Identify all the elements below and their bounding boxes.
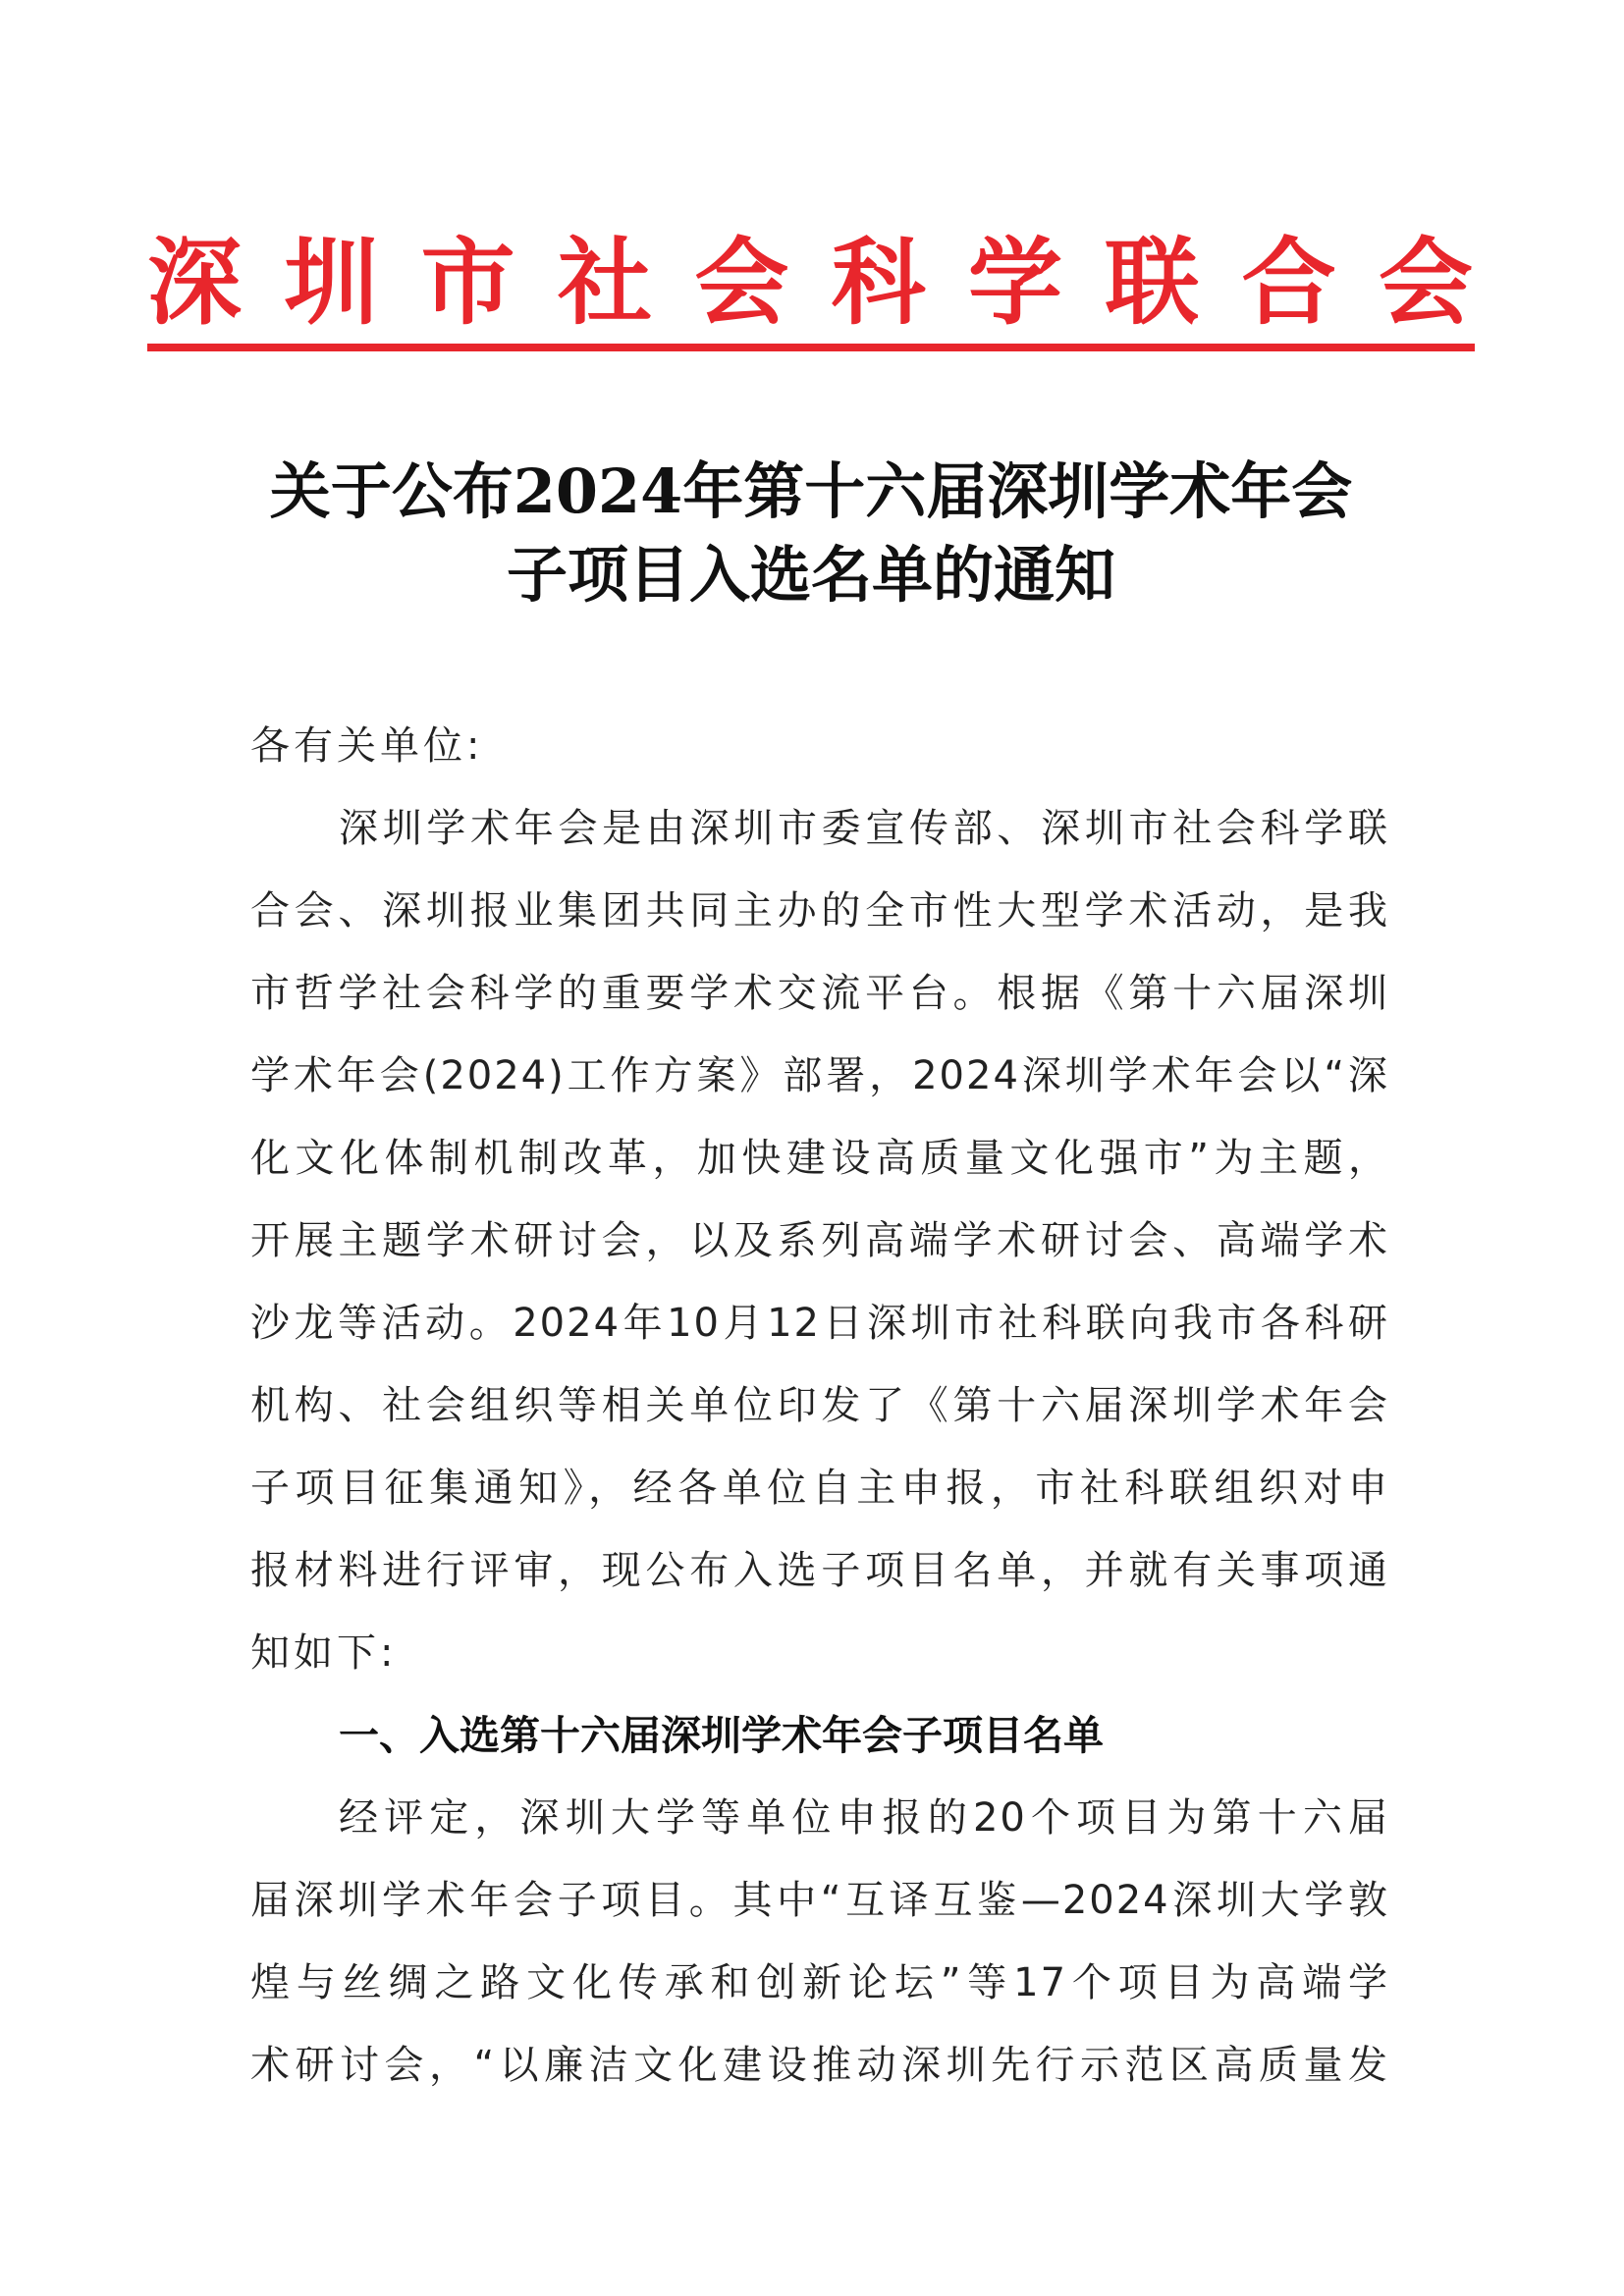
paragraph-line: 市哲学社会科学的重要学术交流平台。根据《第十六届深圳 — [250, 971, 1389, 1016]
paragraph-line: 学术年会(2024)工作方案》部署，2024深圳学术年会以“深 — [250, 1053, 1389, 1098]
paragraph-line: 深圳学术年会是由深圳市委宣传部、深圳市社会科学联 — [339, 806, 1389, 851]
paragraph-line: 合会、深圳报业集团共同主办的全市性大型学术活动，是我 — [250, 888, 1389, 934]
document-title-line-2: 子项目入选名单的通知 — [506, 539, 1115, 611]
document-title-line-1: 关于公布2024年第十六届深圳学术年会 — [269, 455, 1353, 527]
paragraph-line: 届深圳学术年会子项目。其中“互译互鉴—2024深圳大学敦 — [250, 1878, 1389, 1923]
masthead-char: 会 — [1378, 227, 1473, 338]
paragraph-line: 经评定，深圳大学等单位申报的20个项目为第十六届 — [339, 1795, 1389, 1841]
masthead-char: 会 — [694, 227, 789, 338]
paragraph-line: 开展主题学术研讨会，以及系列高端学术研讨会、高端学术 — [250, 1218, 1389, 1263]
paragraph-line: 子项目征集通知》，经各单位自主申报，市社科联组织对申 — [250, 1466, 1389, 1511]
masthead-char: 社 — [557, 227, 652, 338]
masthead-char: 圳 — [284, 227, 379, 338]
paragraph-line: 知如下: — [250, 1630, 398, 1676]
salutation: 各有关单位: — [250, 723, 484, 769]
masthead-char: 合 — [1241, 227, 1336, 338]
section-heading: 一、入选第十六届深圳学术年会子项目名单 — [339, 1712, 1104, 1759]
masthead-divider — [147, 344, 1475, 351]
paragraph-line: 煌与丝绸之路文化传承和创新论坛”等17个项目为高端学 — [250, 1960, 1389, 2005]
paragraph-line: 机构、社会组织等相关单位印发了《第十六届深圳学术年会 — [250, 1383, 1389, 1428]
paragraph-line: 报材料进行评审，现公布入选子项目名单，并就有关事项通 — [250, 1548, 1389, 1593]
masthead-char: 科 — [831, 227, 926, 338]
paragraph-line: 术研讨会，“以廉洁文化建设推动深圳先行示范区高质量发 — [250, 2043, 1389, 2088]
masthead — [147, 224, 1473, 342]
masthead-char: 深 — [147, 227, 242, 338]
paragraph-line: 化文化体制机制改革，加快建设高质量文化强市”为主题， — [250, 1136, 1389, 1181]
paragraph-line: 沙龙等活动。2024年10月12日深圳市社科联向我市各科研 — [250, 1301, 1389, 1346]
masthead-char: 市 — [420, 227, 515, 338]
masthead-char: 联 — [1105, 227, 1200, 338]
masthead-char: 学 — [967, 227, 1062, 338]
